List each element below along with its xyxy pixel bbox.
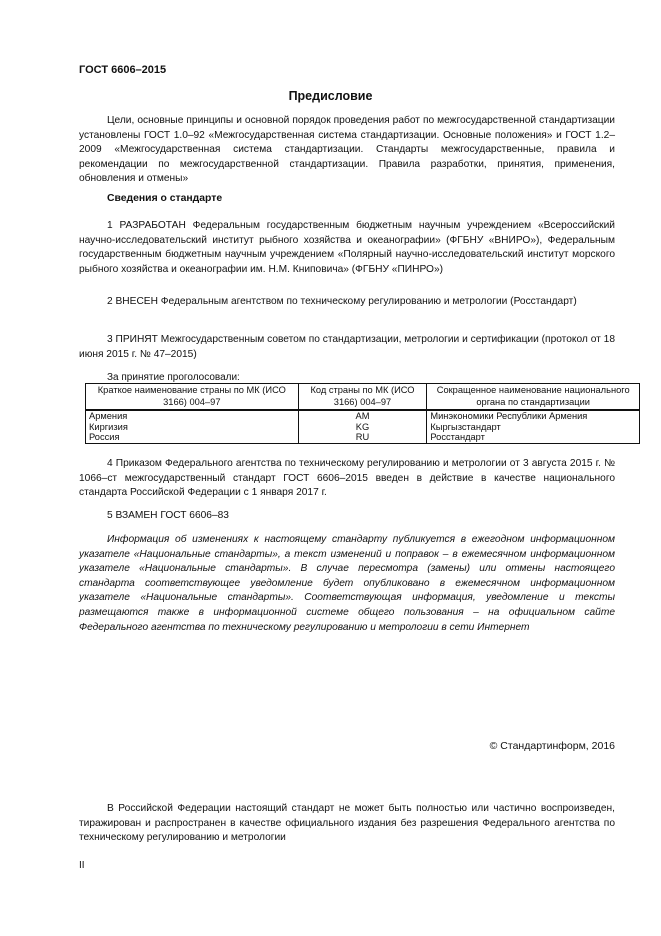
table-row <box>86 432 640 443</box>
page-title: Предисловие <box>288 89 373 103</box>
table-header-code: Код страны по МК (ИСО 3166) 004–97 <box>298 384 427 411</box>
table-row <box>86 410 640 422</box>
intro-paragraph: Цели, основные принципы и основной порядок проведения работ по межгосударственной стандартизации установлены ГОСТ 1.0–92 «Межгосударственная система стандартизации. Основные положения» и ГОСТ 1.2–2009 «Межгосударственная система стандартизации. Стандарты межгосударственные, правила и рекомендации по межгосударственной стандартизации. Правила разработки, принятия, применения, обновления и отмены» <box>79 115 615 185</box>
table-cell-organ: Росстандарт <box>427 432 640 443</box>
table-row <box>86 422 640 433</box>
table-cell-code: AM <box>298 410 427 422</box>
subheading: Сведения о стандарте <box>107 193 223 204</box>
table-cell-organ: Кыргызстандарт <box>427 422 640 433</box>
table-header-country: Краткое наименование страны по МК (ИСО 3166) 004–97 <box>86 384 299 411</box>
table-cell-country: Россия <box>86 432 299 443</box>
countries-table <box>85 383 640 444</box>
table-cell-country: Киргизия <box>86 422 299 433</box>
copyright-notice: © Стандартинформ, 2016 <box>489 740 615 752</box>
footer-note: В Российской Федерации настоящий стандарт не может быть полностью или частично воспроизведен, тиражирован и распространен в качестве официального издания без разрешения Федерального агентства по техническому регулированию и метрологии <box>79 803 615 844</box>
item-1-paragraph: 1 РАЗРАБОТАН Федеральным государственным бюджетным научным учреждением «Всероссийский научно-исследовательский институт рыбного хозяйства и океанографии» (ФГБНУ «ВНИРО»), Федеральным государственным бюджетным научным учреждением «Полярный научно-исследовательский институт морского рыбного хозяйства и океанографии им. Н.М. Книповича» (ФГБНУ «ПИНРО») <box>79 220 615 275</box>
vote-label: За принятие проголосовали: <box>107 372 240 383</box>
table-cell-code: KG <box>298 422 427 433</box>
table-cell-code: RU <box>298 432 427 443</box>
table-cell-country: Армения <box>86 410 299 422</box>
item-4-paragraph: 4 Приказом Федерального агентства по техническому регулированию и метрологии от 3 августа 2015 г. № 1066–ст межгосударственный стандарт ГОСТ 6606–2015 введен в действие в качестве национального стандарта Российской Федерации с 1 января 2017 г. <box>79 458 615 499</box>
item-2-paragraph: 2 ВНЕСЕН Федеральным агентством по техническому регулированию и метрологии (Росстандарт) <box>107 296 577 307</box>
item-5-paragraph: 5 ВЗАМЕН ГОСТ 6606–83 <box>107 510 229 521</box>
table-header-organ: Сокращенное наименование национального органа по стандартизации <box>427 384 640 411</box>
document-header: ГОСТ 6606–2015 <box>79 64 167 76</box>
info-paragraph: Информация об изменениях к настоящему стандарту публикуется в ежегодном информационном указателе «Национальные стандарты», а текст изменений и поправок – в ежемесячном информационном указателе «Национальные стандарты». В случае пересмотра (замены) или отмены настоящего стандарта соответствующее уведомление будет опубликовано в ежемесячном информационном указателе «Национальные стандарты». Соответствующая информация, уведомление и тексты размещаются также в информационной системе общего пользования – на официальном сайте Федерального агентства по техническому регулированию и метрологии в сети Интернет <box>79 534 615 633</box>
page-number: II <box>79 860 85 871</box>
table-header-row <box>86 384 640 411</box>
table-cell-organ: Минэкономики Республики Армения <box>427 410 640 422</box>
item-3-paragraph: 3 ПРИНЯТ Межгосударственным советом по стандартизации, метрологии и сертификации (протокол от 18 июня 2015 г. № 47–2015) <box>79 334 615 360</box>
